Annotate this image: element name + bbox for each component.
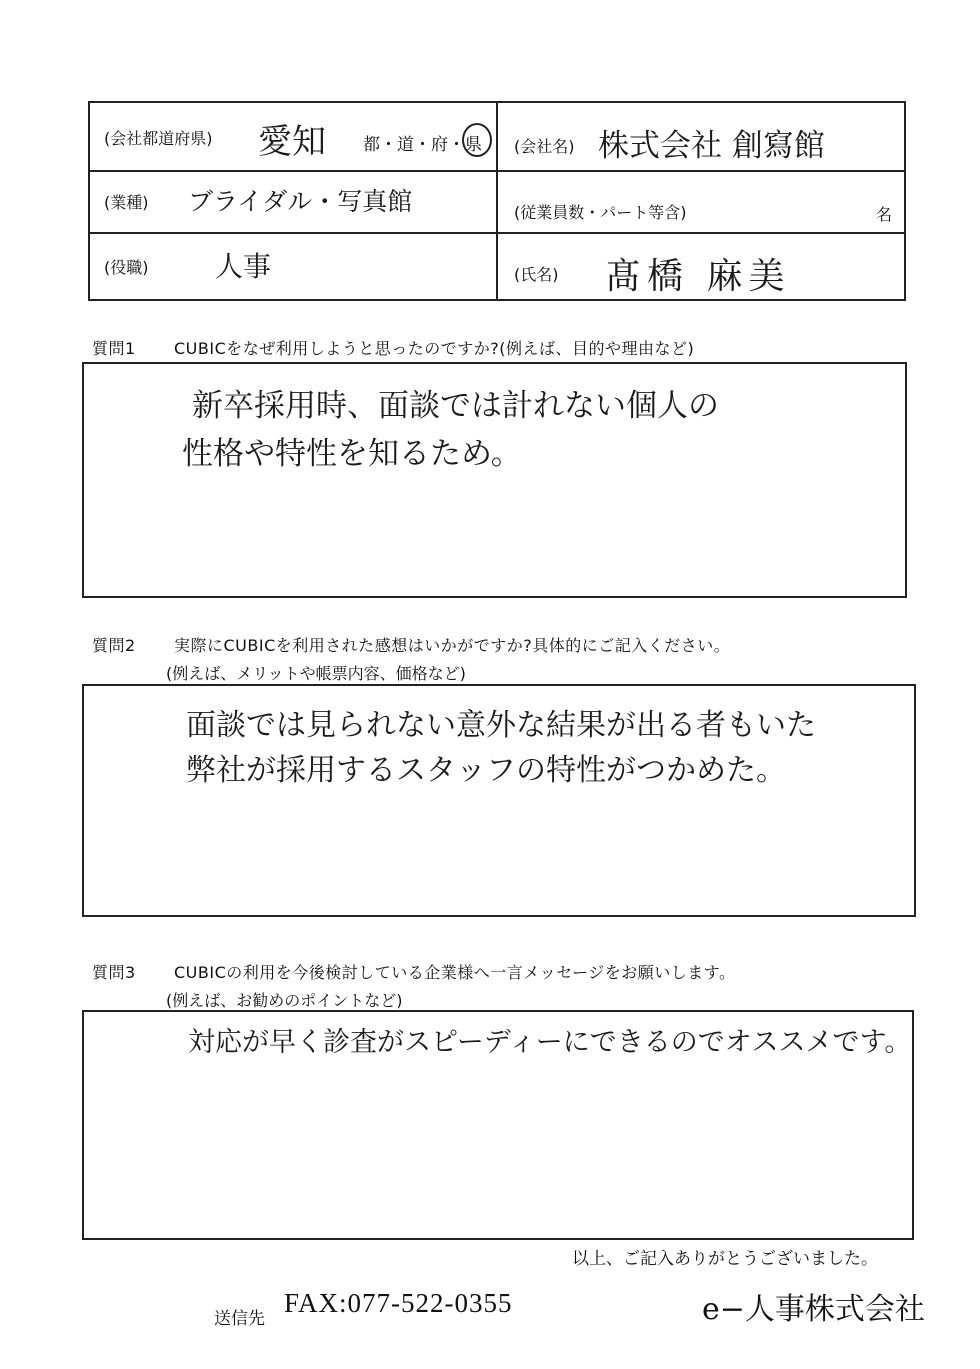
employees-label: (従業員数・パート等含) — [514, 203, 687, 222]
fax-number: FAX:077-522-0355 — [284, 1288, 513, 1318]
thanks-text: 以上、ご記入ありがとうございました。 — [572, 1249, 878, 1269]
company-value: 株式会社 創寫館 — [598, 128, 825, 164]
position-label: (役職) — [104, 258, 149, 277]
company-footer: e−人事株式会社 — [702, 1292, 925, 1327]
prefecture-circle — [462, 123, 492, 157]
employees-unit: 名 — [876, 205, 893, 224]
industry-label: (業種) — [104, 193, 149, 212]
answer-1-line-2: 性格や特性を知るため。 — [182, 436, 522, 472]
question-3-example: (例えば、お勧めのポイントなど) — [166, 991, 403, 1010]
prefecture-value: 愛知 — [258, 122, 326, 162]
prefecture-label: (会社都道府県) — [104, 129, 213, 148]
answer-2-line-1: 面談では見られない意外な結果が出る者もいた — [186, 708, 816, 743]
question-3-number: 質問3 — [92, 963, 136, 982]
position-value: 人事 — [215, 250, 272, 283]
question-3-text: CUBICの利用を今後検討している企業様へ一言メッセージをお願いします。 — [174, 963, 736, 982]
question-2-number: 質問2 — [92, 636, 136, 655]
question-3 — [92, 960, 736, 983]
name-label: (氏名) — [514, 265, 559, 284]
question-1-number: 質問1 — [92, 339, 136, 358]
question-2-text: 実際にCUBICを利用された感想はいかがですか?具体的にご記入ください。 — [174, 636, 731, 655]
send-to-label: 送信先 — [214, 1309, 265, 1329]
answer-2-line-2: 弊社が採用するスタッフの特性がつかめた。 — [186, 753, 786, 788]
answer-1-line-1: 新卒採用時、面談では計れない個人の — [192, 388, 719, 424]
question-1-text: CUBICをなぜ利用しようと思ったのですか?(例えば、目的や理由など) — [174, 339, 695, 358]
question-2 — [92, 633, 730, 656]
prefecture-suffix: 都・道・府・県 — [363, 135, 482, 155]
name-value: 髙橋 麻美 — [605, 256, 791, 297]
question-1 — [92, 336, 694, 359]
answer-3-line-1: 対応が早く診査がスピーディーにできるのでオススメです。 — [188, 1027, 912, 1058]
industry-value: ブライダル・写真館 — [188, 187, 413, 216]
header-col-divider — [496, 101, 498, 301]
company-label: (会社名) — [514, 137, 575, 156]
question-2-example: (例えば、メリットや帳票内容、価格など) — [166, 664, 466, 683]
